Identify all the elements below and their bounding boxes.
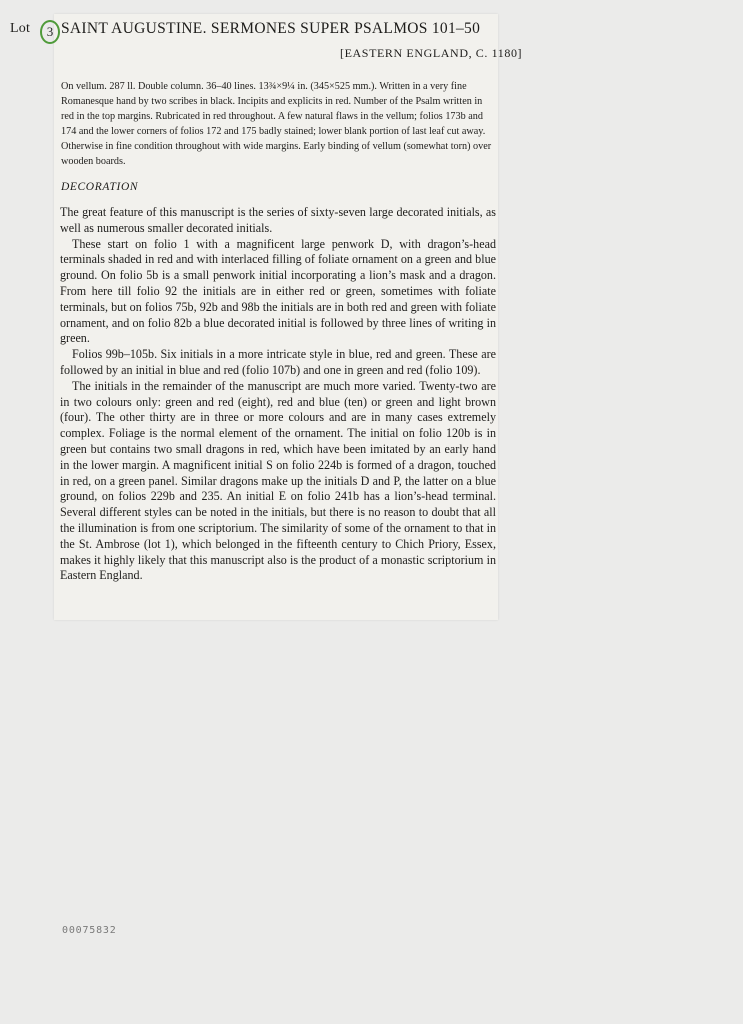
inventory-stamp: 00075832 <box>62 925 117 936</box>
paragraph: The great feature of this manuscript is the series of sixty-seven large decorated initials, as well as numerous smaller decorated initials. <box>60 205 496 235</box>
section-heading-decoration: DECORATION <box>61 181 139 193</box>
physical-description: On vellum. 287 ll. Double column. 36–40 lines. 13¾×9¼ in. (345×525 mm.). Written in a very fine Romanesque hand by two scribes in black. Incipits and explicits in red. Number of the Psalm written in red in the top margins. Rubricated in red throughout. A few natural flaws in the vellum; folios 173b and 174 and the lower corners of folios 172 and 175 badly stained; lower blank portion of last leaf cut away. Otherwise in fine condition throughout with wide margins. Early binding of vellum (somewhat torn) over wooden boards. <box>61 81 492 168</box>
decoration-text <box>60 205 496 584</box>
paragraph: The initials in the remainder of the manuscript are much more varied. Twenty-two are in two colours only: green and red (eight), red and blue (ten) or green and light brown (four). The other thirty are in three or more colours and are in many cases extremely complex. Foliage is the normal element of the ornament. The initial on folio 120b is in green but contains two small dragons in red, which have been imitated by an early hand in the lower margin. A magnificent initial S on folio 224b is formed of a dragon, touched in red, on a green panel. Similar dragons make up the initials D and P, the latter on a blue ground, on folios 229b and 235. An initial E on folio 241b has a lion’s-head terminal. Several different styles can be noted in the initials, but there is no reason to doubt that all the illumination is from one scriptorium. The similarity of some of the ornament to that in the St. Ambrose (lot 1), which belonged in the fifteenth century to Chich Priory, Essex, makes it highly likely that this manuscript also is the product of a monastic scriptorium in Eastern England. <box>60 378 496 583</box>
paragraph: These start on folio 1 with a magnificent large penwork D, with dragon’s-head terminals shaded in red and with interlaced filling of foliate ornament on a green and blue ground. On folio 5b is a small penwork initial incorporating a lion’s mask and a dragon. From here till folio 92 the initials are in either red or green, sometimes with foliate terminals, but on folios 75b, 92b and 98b the initials are in both red and green with foliate ornament, and on folio 82b a blue decorated initial is followed by three lines of writing in green. <box>60 236 496 346</box>
provenance-line: [EASTERN ENGLAND, C. 1180] <box>340 46 523 60</box>
paragraph: Folios 99b–105b. Six initials in a more intricate style in blue, red and green. These are followed by an initial in blue and red (folio 107b) and one in green and red (folio 109). <box>60 347 496 377</box>
lot-number-badge: 3 <box>40 20 60 44</box>
page-title: SAINT AUGUSTINE. SERMONES SUPER PSALMOS 101–50 <box>61 20 481 37</box>
lot-label: Lot <box>10 21 31 36</box>
